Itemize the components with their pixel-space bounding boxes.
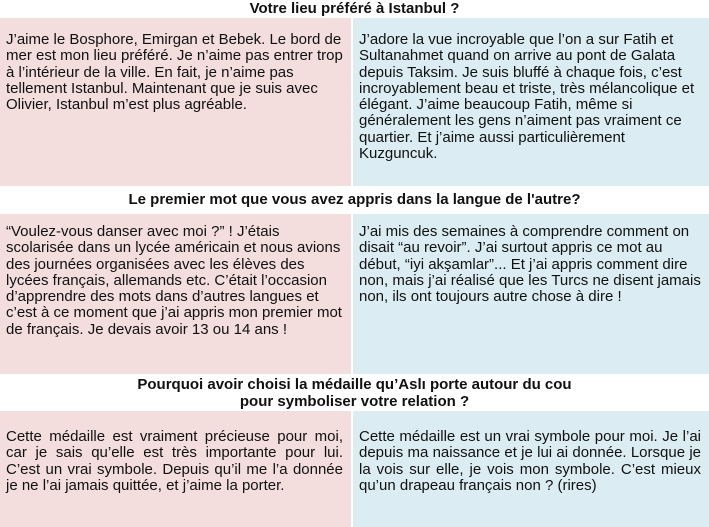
question-text: Votre lieu préféré à Istanbul ? <box>249 0 460 17</box>
answers-row-medal <box>0 411 709 527</box>
question-text: Le premier mot que vous avez appris dans la langue de l'autre? <box>128 191 581 208</box>
question-text-line-2: pour symboliser votre relation ? <box>239 393 470 410</box>
question-text-line-1: Pourquoi avoir choisi la médaille qu’Aslı porte autour du cou <box>137 376 572 393</box>
answer-left: “Voulez-vous danser avec moi ?” ! J’étais scolarisée dans un lycée américain et nous avions des journées organisées avec les élèves des lycées français, allemands etc. C’était l’occasion d’apprendre des mots dans d’autres langues et c’est à ce moment que j’ai appris mon premier mot de français. Je devais avoir 13 ou 14 ans ! <box>0 214 351 374</box>
answers-row-favorite-place <box>0 18 709 186</box>
question-heading-first-word <box>0 186 709 214</box>
question-heading-favorite-place <box>0 0 709 18</box>
answer-left: J’aime le Bosphore, Emirgan et Bebek. Le bord de mer est mon lieu préféré. Je n’aime pas entrer trop à l’intérieur de la ville. En fait, je n’aime pas tellement Istanbul. Maintenant que je suis avec Olivier, Istanbul m’est plus agréable. <box>0 18 351 186</box>
answer-right: J’ai mis des semaines à comprendre comment on disait “au revoir”. J’ai surtout appris ce mot au début, “iyi akşamlar”... Et j’ai appris comment dire non, mais j’ai réalisé que les Turcs ne disent jamais non, ils ont toujours autre chose à dire ! <box>351 214 709 374</box>
answers-row-first-word <box>0 214 709 374</box>
answer-right: Cette médaille est un vrai symbole pour moi. Je l’ai depuis ma naissance et je lui ai donnée. Lorsque je la vois sur elle, je vois mon symbole. C’est mieux qu’un drapeau français non ? (rires) <box>351 411 709 527</box>
question-heading-medal <box>0 374 709 411</box>
answer-left: Cette médaille est vraiment précieuse pour moi, car je sais qu’elle est très importante pour lui. C’est un vrai symbole. Depuis qu’il me l’a donnée je ne l’ai jamais quittée, et j’aime la porter. <box>0 411 351 527</box>
answer-right: J’adore la vue incroyable que l’on a sur Fatih et Sultanahmet quand on arrive au pont de Galata depuis Taksim. Je suis bluffé à chaque fois, c’est incroyablement beau et triste, très mélancolique et élégant. J’aime beaucoup Fatih, même si généralement les gens n’aiment pas vraiment ce quartier. Et j’aime aussi particulièrement Kuzguncuk. <box>351 18 709 186</box>
